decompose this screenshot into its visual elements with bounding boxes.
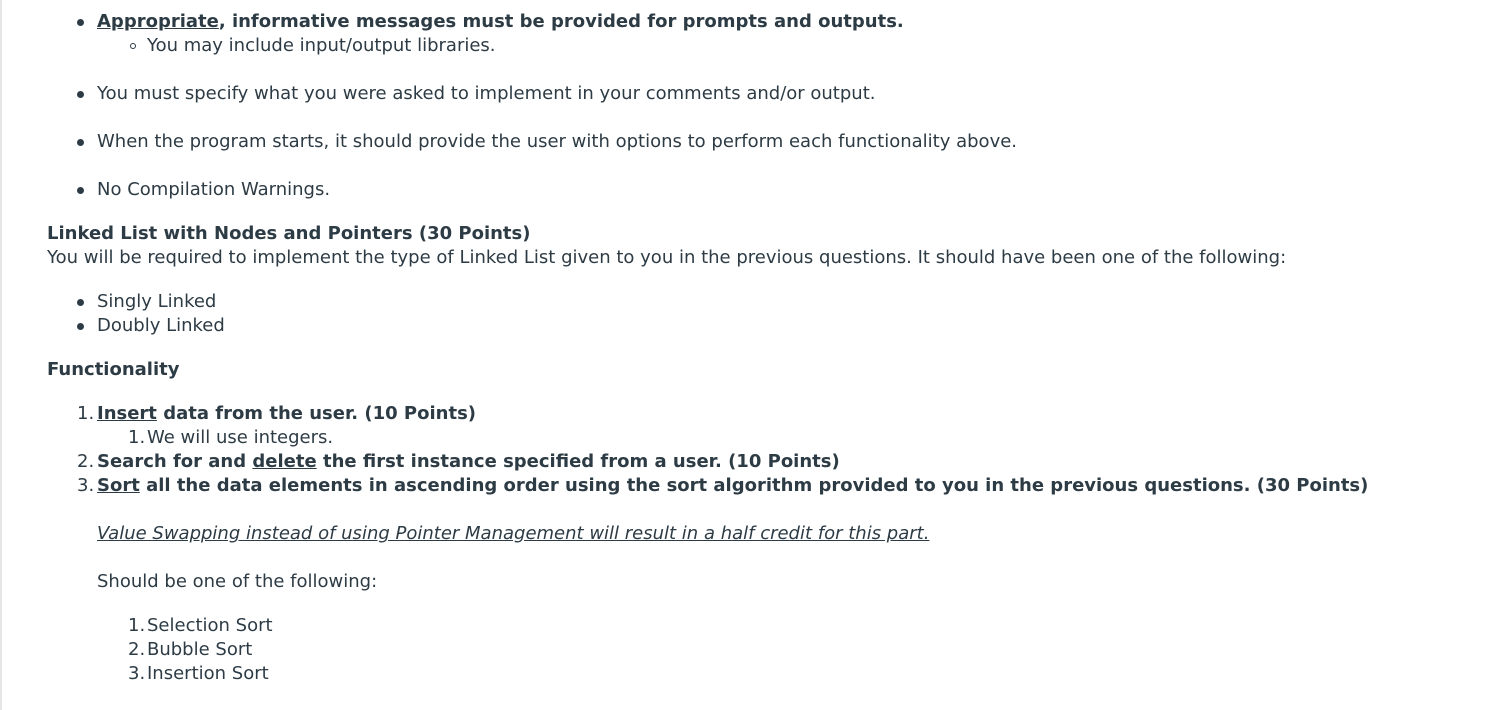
functionality-item-delete [97, 450, 840, 474]
functionality-item-text: Search for and [97, 451, 253, 472]
sort-option-insertion: Insertion Sort [147, 663, 269, 684]
bullet-marker [77, 139, 84, 146]
delete-link[interactable]: delete [252, 451, 317, 472]
bullet-marker [77, 91, 84, 98]
bullet-item: No Compilation Warnings. [97, 179, 331, 200]
sort-option-selection: Selection Sort [147, 615, 273, 636]
sub-list-number: 1. [128, 615, 146, 636]
functionality-item-text: all the data elements in ascending order using the sort algorithm provided to you in the previous questions. (30 Points) [139, 475, 1369, 496]
list-number: 3. [77, 475, 95, 496]
sub-bullet-item: You may include input/output libraries. [147, 35, 496, 56]
section-heading-functionality: Functionality [47, 359, 180, 380]
functionality-item-text: data from the user. (10 Points) [156, 403, 477, 424]
insert-link[interactable]: Insert [97, 403, 157, 424]
bullet-marker [77, 323, 84, 330]
sub-list-number: 1. [128, 427, 146, 448]
functionality-item-text: the first instance specified from a user. (10 Points) [316, 451, 840, 472]
list-number: 1. [77, 403, 95, 424]
list-number: 2. [77, 451, 95, 472]
bullet-item: You must specify what you were asked to implement in your comments and/or output. [97, 83, 876, 104]
bullet-marker [77, 19, 84, 26]
linked-list-description: You will be required to implement the type of Linked List given to you in the previous questions. It should have been one of the following: [47, 247, 1287, 268]
sub-list-number: 3. [128, 663, 146, 684]
sub-list-item: We will use integers. [147, 427, 334, 448]
bullet-marker [77, 299, 84, 306]
sub-list-number: 2. [128, 639, 146, 660]
linked-list-type: Doubly Linked [97, 315, 225, 336]
value-swapping-note: Value Swapping instead of using Pointer Management will result in a half credit for this part. [97, 523, 930, 544]
linked-list-type: Singly Linked [97, 291, 217, 312]
bullet-item: When the program starts, it should provide the user with options to perform each functionality above. [97, 131, 1018, 152]
bullet-item-appropriate [97, 10, 904, 34]
bullet-marker [77, 187, 84, 194]
sub-bullet-marker [130, 43, 136, 49]
bullet-item-text: , informative messages must be provided for prompts and outputs. [218, 11, 904, 32]
sort-option-bubble: Bubble Sort [147, 639, 253, 660]
should-be-text: Should be one of the following: [97, 571, 378, 592]
appropriate-link[interactable]: Appropriate [97, 11, 219, 32]
section-heading-linked-list: Linked List with Nodes and Pointers (30 Points) [47, 223, 531, 244]
sort-link[interactable]: Sort [97, 475, 140, 496]
functionality-item-sort [97, 474, 1368, 498]
functionality-item-insert [97, 402, 476, 426]
